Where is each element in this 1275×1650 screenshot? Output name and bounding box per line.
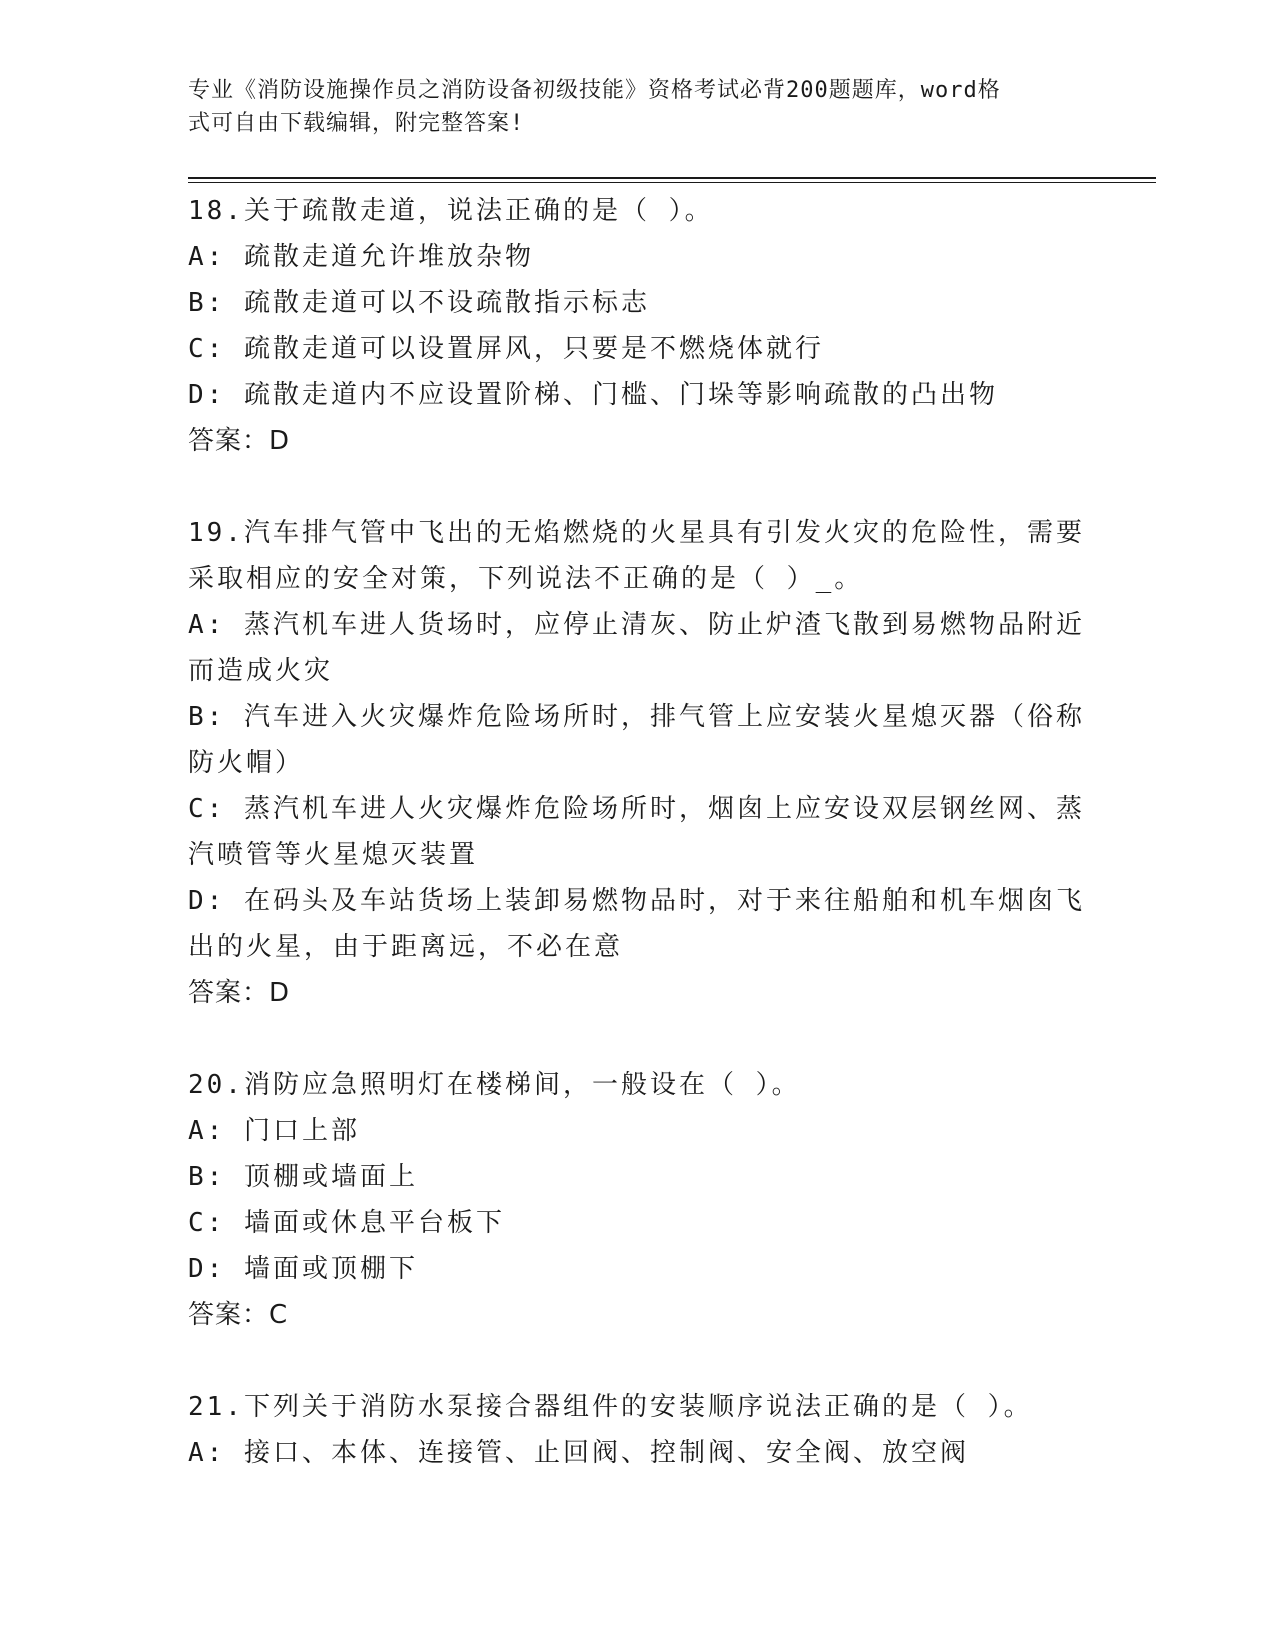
question-list <box>188 188 1088 1476</box>
document-header <box>188 74 1068 140</box>
question-option: A: 接口、本体、连接管、止回阀、控制阀、安全阀、放空阀 <box>188 1438 969 1468</box>
question-option: D: 墙面或顶棚下 <box>188 1254 418 1284</box>
answer-label: 答案：C <box>188 1300 289 1330</box>
header-divider-thick <box>188 177 1156 179</box>
header-line-1: 专业《消防设施操作员之消防设备初级技能》资格考试必背200题题库，word格 <box>188 78 1001 103</box>
question-option: B: 顶棚或墙面上 <box>188 1162 418 1192</box>
header-divider-thin <box>188 182 1156 183</box>
question-option: A: 疏散走道允许堆放杂物 <box>188 242 534 272</box>
question-option: C: 疏散走道可以设置屏风，只要是不燃烧体就行 <box>188 334 824 364</box>
question-stem: 18.关于疏散走道，说法正确的是（ ）。 <box>188 196 714 226</box>
header-line-2: 式可自由下载编辑，附完整答案! <box>188 111 525 136</box>
question-spacer <box>188 1016 1088 1062</box>
question-block <box>188 1384 1088 1476</box>
question-option: A: 蒸汽机车进人货场时，应停止清灰、防止炉渣飞散到易燃物品附近 <box>188 610 1085 640</box>
question-block <box>188 510 1088 1016</box>
question-option: D: 疏散走道内不应设置阶梯、门槛、门垛等影响疏散的凸出物 <box>188 380 998 410</box>
question-option: B: 汽车进入火灾爆炸危险场所时，排气管上应安装火星熄灭器（俗称 <box>188 702 1085 732</box>
question-option: B: 疏散走道可以不设疏散指示标志 <box>188 288 650 318</box>
question-option: 防火帽） <box>188 748 305 778</box>
question-stem: 21.下列关于消防水泵接合器组件的安装顺序说法正确的是（ ）。 <box>188 1392 1033 1422</box>
question-option: D: 在码头及车站货场上装卸易燃物品时，对于来往船舶和机车烟囱飞 <box>188 886 1085 916</box>
question-block <box>188 188 1088 464</box>
question-stem: 20.消防应急照明灯在楼梯间，一般设在（ ）。 <box>188 1070 801 1100</box>
question-spacer <box>188 464 1088 510</box>
question-option: C: 蒸汽机车进人火灾爆炸危险场所时，烟囱上应安设双层钢丝网、蒸 <box>188 794 1085 824</box>
question-stem: 采取相应的安全对策，下列说法不正确的是（ ）_。 <box>188 564 864 594</box>
answer-label: 答案：D <box>188 978 291 1008</box>
question-block <box>188 1062 1088 1338</box>
question-option: C: 墙面或休息平台板下 <box>188 1208 505 1238</box>
answer-label: 答案：D <box>188 426 291 456</box>
question-stem: 19.汽车排气管中飞出的无焰燃烧的火星具有引发火灾的危险性，需要 <box>188 518 1085 548</box>
question-option: 出的火星，由于距离远，不必在意 <box>188 932 624 962</box>
question-spacer <box>188 1338 1088 1384</box>
question-option: 汽喷管等火星熄灭装置 <box>188 840 479 870</box>
question-option: A: 门口上部 <box>188 1116 360 1146</box>
question-option: 而造成火灾 <box>188 656 334 686</box>
